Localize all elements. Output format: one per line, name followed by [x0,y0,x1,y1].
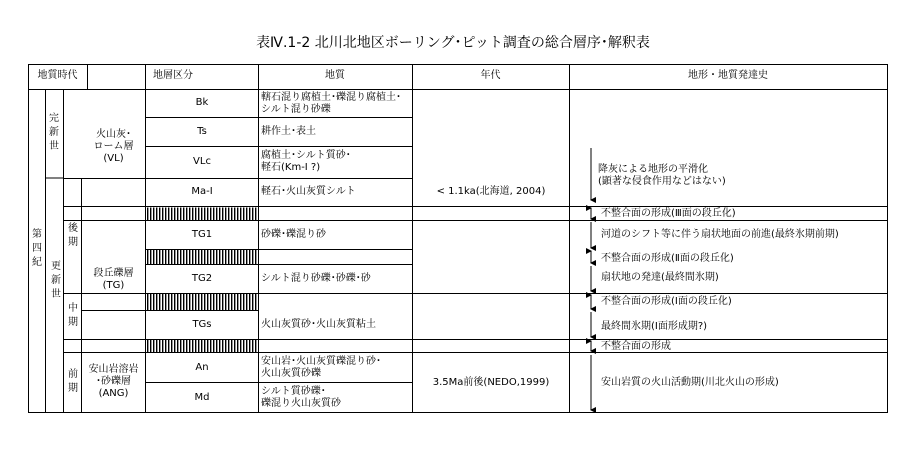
geology-bk: 轄石混り腐植土･礫混り腐植土･ シルト混り砂礫 [261,92,401,115]
header-history: 地形・地質発達史 [688,70,768,81]
history-fan-development: 扇状地の発達(最終間氷期) [601,272,719,283]
geology-tg2: シルト混り砂礫･砂礫･砂 [261,273,371,284]
header-geology: 地質 [325,70,345,81]
period-late: 後期 [68,223,78,248]
period-quaternary: 第四紀 [32,229,42,268]
geology-an: 安山岩･火山灰質礫混り砂･ 火山灰質砂礫 [261,356,381,379]
period-pleistocene: 更新世 [51,261,61,300]
unit-an: An [195,362,209,373]
history-unconformity: 不整合面の形成 [601,341,671,352]
group-andesite: 安山岩溶岩 ･砂礫層 (ANG) [88,364,139,399]
header-date: 年代 [480,70,501,81]
group-volcanic-ash: 火山灰･ ローム層 (VL) [93,129,134,164]
history-unconformity-3: 不整合面の形成(Ⅲ面の段丘化) [601,208,736,219]
period-holocene: 完新世 [49,113,59,152]
unit-tg2: TG2 [191,273,213,284]
geology-ts: 耕作土･表土 [261,126,316,137]
header-unit: 地層区分 [153,70,193,81]
history-smoothing: 降灰による地形の平滑化 (顕著な侵食作用などはない) [598,164,726,187]
history-volcanic-activity: 安山岩質の火山活動期(川北火山の形成) [601,377,779,388]
unit-ts: Ts [197,126,207,137]
header-age: 地質時代 [37,70,78,81]
period-middle: 中期 [68,303,78,328]
unit-vlc: VLc [193,156,211,167]
history-interglacial: 最終間氷期(Ⅰ面形成期?) [601,321,708,332]
unit-mai: Ma-I [191,186,213,197]
date-mai: < 1.1ka(北海道, 2004) [436,186,546,197]
unit-bk: Bk [195,97,209,108]
unit-md: Md [194,392,210,403]
date-an: 3.5Ma前後(NEDO,1999) [432,377,550,388]
geology-tgs: 火山灰質砂･火山灰質粘土 [261,319,376,330]
history-river-shift: 河道のシフト等に伴う扇状地面の前進(最終氷期前期) [601,229,839,240]
geology-vlc: 腐植土･シルト質砂･ 軽石(Km-I ?) [261,150,351,173]
geology-tg1: 砂礫･礫混り砂 [261,229,326,240]
unit-tgs: TGs [192,319,212,330]
group-terrace: 段丘礫層 (TG) [93,268,134,291]
period-early: 前期 [68,369,78,394]
geology-mai: 軽石･火山灰質シルト [261,186,356,197]
history-unconformity-2: 不整合面の形成(Ⅱ面の段丘化) [601,253,734,264]
history-unconformity-1: 不整合面の形成(Ⅰ面の段丘化) [601,296,732,307]
unit-tg1: TG1 [191,229,213,240]
table-title: 表Ⅳ.1-2 北川北地区ボーリング･ピット調査の総合層序･解釈表 [256,35,650,51]
geology-md: シルト質砂礫･ 礫混り火山灰質砂 [261,386,341,409]
